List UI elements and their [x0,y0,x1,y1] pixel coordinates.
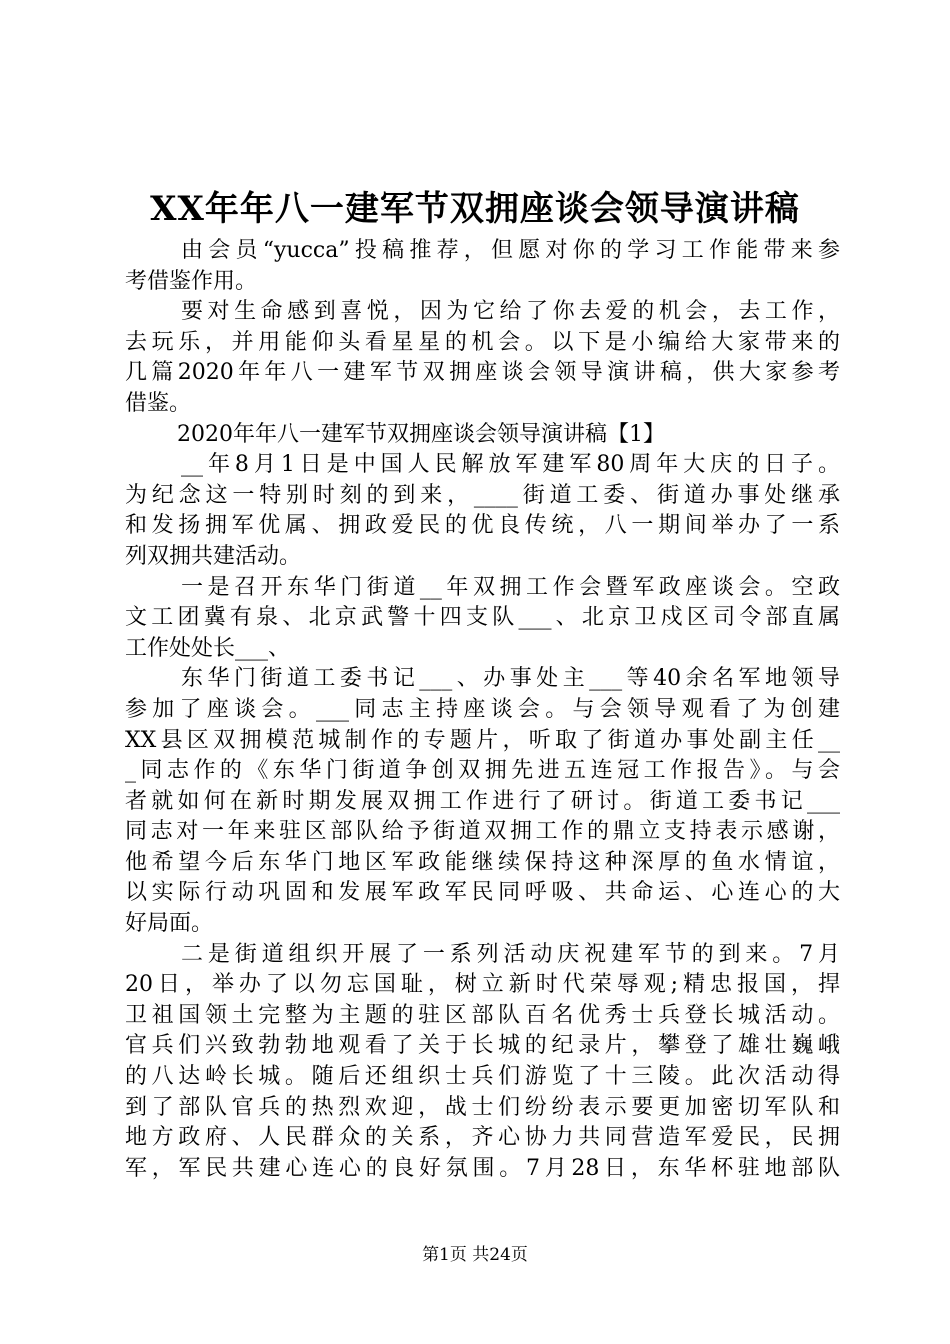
body-line: 借鉴。 [125,390,192,416]
body-line: 几篇2020年年八一建军节双拥座谈会领导演讲稿，供大家参考 [125,360,840,386]
body-line: 一是召开东华门街道__年双拥工作会暨军政座谈会。空政 [181,574,840,600]
body-line: _同志作的《东华门街道争创双拥先进五连冠工作报告》。与会 [125,758,840,784]
body-line: 到了部队官兵的热烈欢迎，战士们纷纷表示要更加密切军队和 [125,1094,840,1120]
body-line: XX县区双拥模范城制作的专题片，听取了街道办事处副主任__ [125,727,840,753]
body-line: 地方政府、人民群众的关系，齐心协力共同营造军爱民，民拥 [125,1125,840,1151]
body-line: 列双拥共建活动。 [125,543,302,569]
body-line: 卫祖国领土完整为主题的驻区部队百名优秀士兵登长城活动。 [125,1002,840,1028]
body-line: 参加了座谈会。___同志主持座谈会。与会领导观看了为创建 [125,696,840,722]
body-line: 文工团冀有泉、北京武警十四支队___、北京卫戍区司令部直属 [125,605,840,631]
body-line: 同志对一年来驻区部队给予街道双拥工作的鼎立支持表示感谢， [125,819,840,845]
body-line: 官兵们兴致勃勃地观看了关于长城的纪录片，攀登了雄壮巍峨 [125,1033,840,1059]
body-line: 军，军民共建心连心的良好氛围。7月28日，东华杯驻地部队 [125,1155,840,1181]
body-line: 20日，举办了以勿忘国耻，树立新时代荣辱观;精忠报国，捍 [125,972,840,998]
body-line: 工作处处长___、 [125,635,291,661]
body-line: 和发扬拥军优属、拥政爱民的优良传统，八一期间举办了一系 [125,513,840,539]
page-number: 第1页 共24页 [422,1245,528,1265]
body-line: 考借鉴作用。 [125,268,258,294]
body-line: 由会员“yucca”投稿推荐，但愿对你的学习工作能带来参 [181,238,840,263]
body-line: 他希望今后东华门地区军政能继续保持这种深厚的鱼水情谊， [125,849,840,875]
body-line: 要对生命感到喜悦，因为它给了你去爱的机会，去工作， [181,299,840,325]
document-title: XX年年八一建军节双拥座谈会领导演讲稿 [150,189,800,229]
body-line: 为纪念这一特别时刻的到来，____街道工委、街道办事处继承 [125,482,840,508]
body-line: 的八达岭长城。随后还组织士兵们游览了十三陵。此次活动得 [125,1064,840,1090]
body-line: 去玩乐，并用能仰头看星星的机会。以下是小编给大家带来的 [125,329,840,355]
body-line: 好局面。 [125,911,214,937]
body-line: 二是街道组织开展了一系列活动庆祝建军节的到来。7月 [181,941,840,967]
body-line: __年8月1日是中国人民解放军建军80周年大庆的日子。 [181,452,840,478]
body-line: 东华门街道工委书记___、办事处主___等40余名军地领导 [181,666,840,692]
body-line: 以实际行动巩固和发展军政军民同呼吸、共命运、心连心的大 [125,880,840,906]
document-body [125,236,840,1184]
section-heading: 2020年年八一建军节双拥座谈会领导演讲稿【1】 [177,421,665,447]
body-line: 者就如何在新时期发展双拥工作进行了研讨。街道工委书记___ [125,788,840,814]
